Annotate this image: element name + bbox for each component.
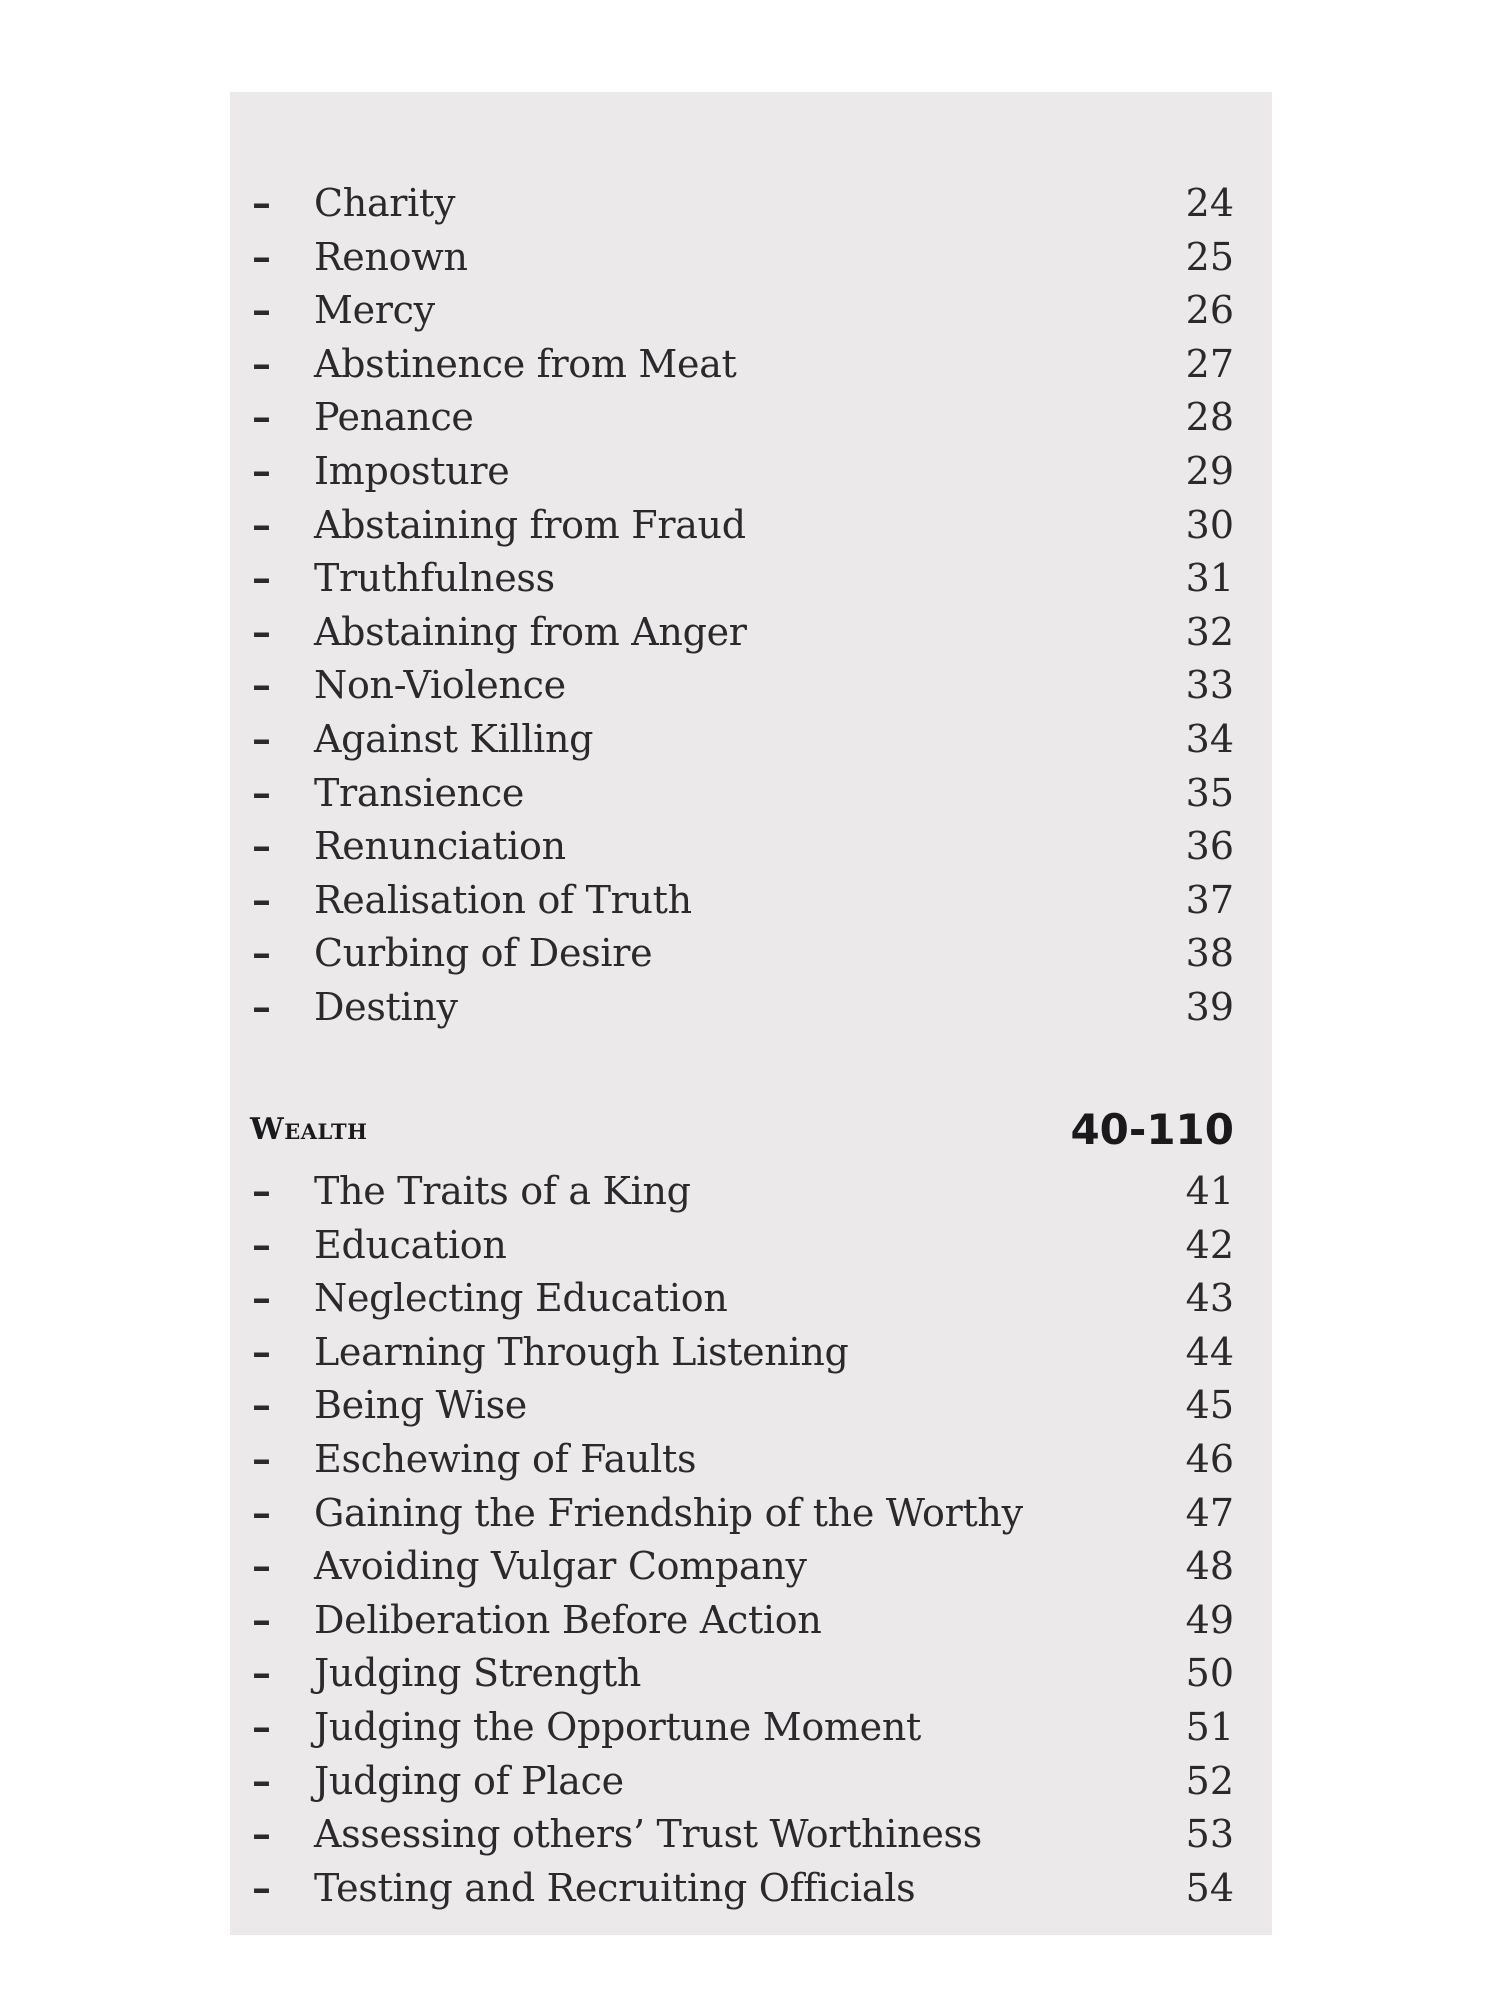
section-title: Wealth (250, 1112, 368, 1147)
entry-title: Curbing of Desire (314, 931, 653, 976)
entry-page-number: 25 (1185, 234, 1234, 279)
entry-dash: – (252, 1596, 271, 1642)
entry-page-number: 54 (1185, 1865, 1234, 1910)
entry-page-number: 37 (1185, 877, 1234, 922)
toc-entry (230, 1271, 1272, 1325)
toc-entry (230, 390, 1272, 444)
entry-dash: – (252, 716, 271, 761)
entry-page-number: 47 (1185, 1490, 1234, 1535)
toc-entry (230, 1325, 1272, 1379)
entry-title: Neglecting Education (314, 1276, 728, 1321)
entry-dash: – (252, 984, 271, 1029)
toc-entry (230, 712, 1272, 766)
entry-title: Judging the Opportune Moment (314, 1705, 921, 1749)
entry-dash: – (252, 1864, 271, 1910)
toc-entry (230, 658, 1272, 712)
entry-page-number: 34 (1185, 717, 1234, 761)
entry-title: Renown (314, 234, 468, 279)
entry-page-number: 29 (1185, 449, 1234, 493)
entry-dash: – (252, 1543, 271, 1589)
entry-dash: – (252, 1757, 271, 1803)
entry-title: Avoiding Vulgar Company (314, 1544, 807, 1589)
entry-title: Judging Strength (314, 1651, 642, 1696)
entry-title: Testing and Recruiting Officials (314, 1865, 916, 1910)
toc-entry (230, 1164, 1272, 1218)
section-page-range: 40-110 (1070, 1105, 1234, 1154)
entry-title: Renunciation (314, 824, 566, 869)
toc-entry (230, 230, 1272, 284)
entry-page-number: 27 (1185, 341, 1234, 386)
entry-dash: – (252, 1811, 271, 1857)
toc-entry (230, 1754, 1272, 1808)
entry-title: Assessing others’ Trust Worthiness (314, 1812, 982, 1857)
entry-dash: – (252, 1168, 271, 1213)
entry-page-number: 52 (1185, 1758, 1234, 1803)
toc-entry (230, 1593, 1272, 1647)
entry-title: Non-Violence (314, 663, 566, 708)
entry-page-number: 45 (1185, 1383, 1234, 1428)
entry-dash: – (252, 1489, 271, 1535)
toc-entry (230, 980, 1272, 1034)
entry-dash: – (252, 448, 271, 493)
entry-title: Transience (314, 770, 525, 815)
entry-dash: – (252, 394, 271, 440)
toc-entry (230, 1861, 1272, 1915)
book-page (230, 92, 1272, 1935)
entry-dash: – (252, 233, 271, 279)
entry-title: The Traits of a King (314, 1169, 691, 1213)
entry-dash: – (252, 662, 271, 708)
entry-dash: – (252, 340, 271, 386)
entry-page-number: 33 (1185, 663, 1234, 708)
entry-title: Judging of Place (314, 1758, 624, 1803)
entry-page-number: 48 (1185, 1544, 1234, 1589)
toc-entry (230, 819, 1272, 873)
entry-title: Abstaining from Anger (314, 609, 747, 654)
entry-page-number: 43 (1185, 1276, 1234, 1321)
toc-entry (230, 176, 1272, 230)
entry-page-number: 36 (1185, 824, 1234, 869)
entry-page-number: 26 (1185, 288, 1234, 333)
entry-title: Abstinence from Meat (314, 341, 737, 386)
entry-dash: – (252, 1328, 271, 1374)
toc-entry (230, 1378, 1272, 1432)
entry-dash: – (252, 823, 271, 869)
toc-entry (230, 444, 1272, 498)
toc-entry (230, 551, 1272, 605)
entry-title: Against Killing (314, 717, 594, 761)
entry-dash: – (252, 876, 271, 922)
entry-title: Truthfulness (314, 556, 555, 601)
entry-title: Charity (314, 181, 456, 225)
toc-entry (230, 1700, 1272, 1754)
entry-page-number: 49 (1185, 1597, 1234, 1642)
entry-title: Being Wise (314, 1383, 527, 1428)
entry-page-number: 28 (1185, 395, 1234, 440)
entry-page-number: 31 (1185, 556, 1234, 601)
entry-page-number: 38 (1185, 931, 1234, 976)
section-heading-wealth (230, 1100, 1272, 1160)
entry-title: Mercy (314, 288, 435, 333)
toc-entry (230, 605, 1272, 659)
toc-entry (230, 337, 1272, 391)
entry-page-number: 39 (1185, 985, 1234, 1029)
entry-dash: – (252, 1382, 271, 1428)
toc-entry (230, 1539, 1272, 1593)
entry-dash: – (252, 1221, 271, 1267)
entry-dash: – (252, 608, 271, 654)
entry-title: Deliberation Before Action (314, 1597, 822, 1642)
entry-page-number: 41 (1185, 1169, 1234, 1213)
entry-dash: – (252, 1650, 271, 1696)
entry-title: Penance (314, 395, 474, 440)
toc-entry (230, 498, 1272, 552)
entry-dash: – (252, 769, 271, 815)
toc-entry (230, 283, 1272, 337)
entry-dash: – (252, 180, 271, 225)
entry-title: Destiny (314, 985, 458, 1029)
entry-dash: – (252, 930, 271, 976)
entry-page-number: 32 (1185, 609, 1234, 654)
entry-dash: – (252, 1704, 271, 1749)
entry-page-number: 46 (1185, 1437, 1234, 1481)
entry-title: Abstaining from Fraud (314, 502, 746, 547)
entry-page-number: 30 (1185, 502, 1234, 547)
entry-page-number: 35 (1185, 770, 1234, 815)
toc-entry (230, 1218, 1272, 1272)
entry-title: Realisation of Truth (314, 877, 692, 922)
entry-page-number: 42 (1185, 1222, 1234, 1267)
toc-entry (230, 1807, 1272, 1861)
entry-dash: – (252, 287, 271, 333)
entry-page-number: 51 (1185, 1705, 1234, 1749)
entry-title: Gaining the Friendship of the Worthy (314, 1490, 1023, 1535)
entry-dash: – (252, 501, 271, 547)
toc-entry (230, 1646, 1272, 1700)
toc-entry (230, 873, 1272, 927)
entry-page-number: 24 (1185, 181, 1234, 225)
entry-page-number: 53 (1185, 1812, 1234, 1857)
toc-entry (230, 926, 1272, 980)
toc-entry (230, 1432, 1272, 1486)
entry-title: Learning Through Listening (314, 1329, 849, 1374)
entry-dash: – (252, 1436, 271, 1481)
toc-entry (230, 1486, 1272, 1540)
entry-dash: – (252, 555, 271, 601)
entry-dash: – (252, 1275, 271, 1321)
entry-title: Eschewing of Faults (314, 1437, 697, 1481)
entry-title: Imposture (314, 449, 510, 493)
toc-entry (230, 766, 1272, 820)
entry-page-number: 44 (1185, 1329, 1234, 1374)
entry-page-number: 50 (1185, 1651, 1234, 1696)
entry-title: Education (314, 1222, 507, 1267)
